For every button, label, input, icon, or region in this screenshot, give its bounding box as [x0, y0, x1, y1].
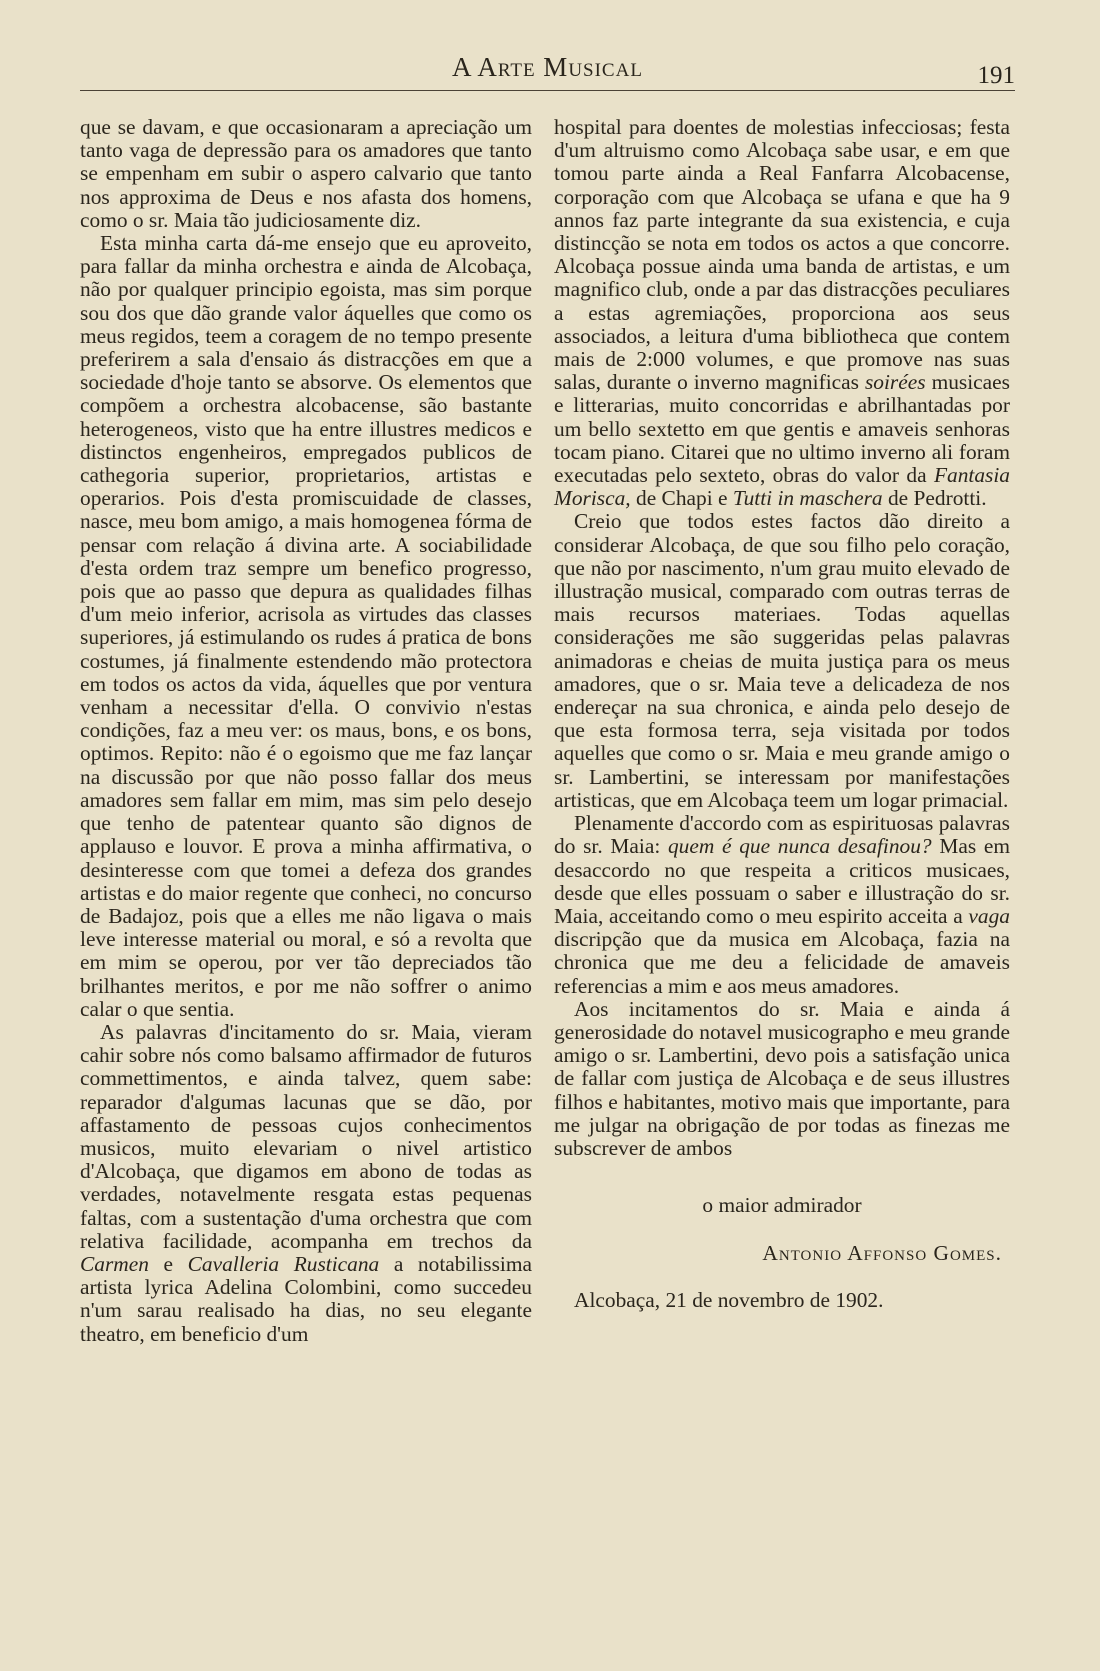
- conjunction: e: [163, 1251, 174, 1276]
- paragraph-text: Mas em desaccordo no que respeita a criticos musicaes, desde que elles possuam o saber e illustração do sr. Maia, acceitando como o meu espirito acceita a: [554, 834, 1010, 928]
- paragraph: [554, 116, 1010, 510]
- page-header: [80, 48, 1015, 91]
- paragraph: [554, 812, 1010, 998]
- paragraph-text: discripção que da musica em Alcobaça, fazia na chronica que me deu a felicidade de amaveis referencias a mim e aos meus amadores.: [554, 927, 1010, 998]
- paragraph: [80, 1021, 532, 1346]
- paragraph-text: de Chapi e: [636, 486, 728, 511]
- paragraph-text: a notabilissima artista lyrica Adelina Colombini, como succedeu n'um sarau realisado ha dias, no seu elegante theatro, em beneficio d'um: [80, 1251, 533, 1346]
- paragraph: Esta minha carta dá-me ensejo que eu aproveito, para fallar da minha orchestra e ainda de Alcobaça, não por qualquer principio egoista, mas sim porque sou dos que dão grande valor áquelles que como os meus regidos, teem a coragem de no tempo presente preferirem a sala d'ensaio ás distracções em que a sociedade d'hoje tanto se absorve. Os elementos que compõem a orchestra alcobacense, são bastante heterogeneos, visto que ha entre illustres medicos e distinctos engenheiros, empregados publicos de cathegoria superior, proprietarios, artistas e operarios. Pois d'esta promiscuidade de classes, nasce, meu bom amigo, a mais homogenea fórma de pensar com relação á divina arte. A sociabilidade d'esta ordem traz sempre um benefico progresso, pois que ao passo que depura as qualidades filhas d'um meio inferior, acrisola as virtudes das classes superiores, já estimulando os rudes á pratica de bons costumes, já finalmente estendendo mão protectora em todos os actos da vida, áquelles que por ventura venham a necessitar d'ella. O convivio n'estas condições, faz a meu ver: os maus, bons, e os bons, optimos. Repito: não é o egoismo que me faz lançar na discussão por que não posso fallar dos meus amadores sem fallar em mim, mas sim pelo desejo que tenho de patentear quanto são dignos de applauso e louvor. E prova a minha affirmativa, o desinteresse com que tomei a defeza dos grandes artistas e do maior regente que conheci, no concurso de Badajoz, pois que a elles me não ligava o mais leve interesse material ou moral, e só a revolta que em mim se operou, por ver tão depreciados tão brilhantes meritos, e por me não soffrer o animo calar o que sentia.: [80, 231, 532, 1021]
- italic-title-carmen: Carmen: [80, 1251, 149, 1276]
- paragraph: Creio que todos estes factos dão direito a considerar Alcobaça, de que sou filho pelo coração, que não por nascimento, n'um grau muito elevado de illustração musical, comparado com outras terras de mais recursos materiaes. Todas aquellas considerações me são suggeridas pelas palavras animadoras e cheias de muita justiça para os meus amadores, que o sr. Maia teve a delicadeza de nos endereçar na sua chronica, e ainda pelo desejo de que esta formosa terra, seja visitada por todos aquelles que como o sr. Maia e meu grande amigo o sr. Lambertini, se interessam por manifestações artisticas, que em Alcobaça teem um logar primacial.: [554, 509, 1010, 812]
- italic-soirees: soirées: [864, 370, 926, 395]
- italic-title-cavalleria: Cavalleria Rusticana: [187, 1251, 380, 1276]
- running-title: A Arte Musical: [452, 52, 643, 82]
- valediction: o maior admirador: [702, 1193, 862, 1218]
- paragraph-text: Plenamente d'accordo com as espirituosas palavras do sr. Maia:: [554, 811, 1010, 859]
- italic-title-fantasia: Fantasia Morisca,: [554, 463, 1010, 511]
- signature: Antonio Affonso Gomes.: [762, 1241, 1002, 1266]
- place-date: Alcobaça, 21 de novembro de 1902.: [574, 1287, 884, 1312]
- italic-quote: quem é que nunca desafinou?: [667, 834, 932, 859]
- paragraph: Aos incitamentos do sr. Maia e ainda á generosidade do notavel musicographo e meu grande amigo o sr. Lambertini, devo pois a satisfação unica de fallar com justiça de Alcobaça e de seus illustres filhos e habitantes, motivo mais que importante, para me julgar na obrigação de por todas as finezas me subscrever de ambos: [554, 996, 1010, 1160]
- paragraph: que se davam, e que occasionaram a apreciação um tanto vaga de depressão para os amadores que tanto se empenham em subir o aspero calvario que tanto nos approxima de Deus e nos afasta dos homens, como o sr. Maia tão judiciosamente diz.: [80, 115, 532, 232]
- right-column: [554, 116, 1010, 1312]
- paragraph-text: As palavras d'incitamento do sr. Maia, vieram cahir sobre nós como balsamo affirmador de futuros commettimentos, e ainda talvez, quem sabe: reparador d'algumas lacunas que se dão, por affastamento de pessoas cujos conhecimentos musicos, muito elevariam o nivel artistico d'Alcobaça, que digamos em abono de todas as verdades, notavelmente resgata estas pequenas faltas, com a sustentação d'uma orchestra que com relativa facilidade, acompanha em trechos da: [80, 1019, 532, 1253]
- italic-vaga: vaga: [968, 903, 1010, 928]
- paragraph-text: hospital para doentes de molestias infecciosas; festa d'um altruismo como Alcobaça sabe usar, e em que tomou parte ainda a Real Fanfarra Alcobacense, corporação com que Alcobaça se ufana e que ha 9 annos faz parte integrante da sua existencia, e cuja distincção se nota em todos os actos a que concorre. Alcobaça possue ainda uma banda de artistas, e um magnifico club, onde a par das distracções peculiares a estas agremiações, proporciona aos seus associados, a leitura d'uma bibliotheca que contem mais de 2:000 volumes, e que promove nas suas salas, durante o inverno magnificas: [554, 115, 1010, 395]
- italic-title-tutti: Tutti in maschera: [732, 486, 883, 511]
- paragraph-text: de Pedrotti.: [887, 486, 987, 511]
- paragraph-text: musicaes e litterarias, muito concorridas e abrilhantadas por um bello sextetto em que gentis e amaveis senhoras tocam piano. Citarei que no ultimo inverno ali foram executadas pelo sexteto, obras do valor da: [554, 370, 1010, 488]
- left-column: [80, 116, 532, 1346]
- page-number: 191: [977, 62, 1015, 89]
